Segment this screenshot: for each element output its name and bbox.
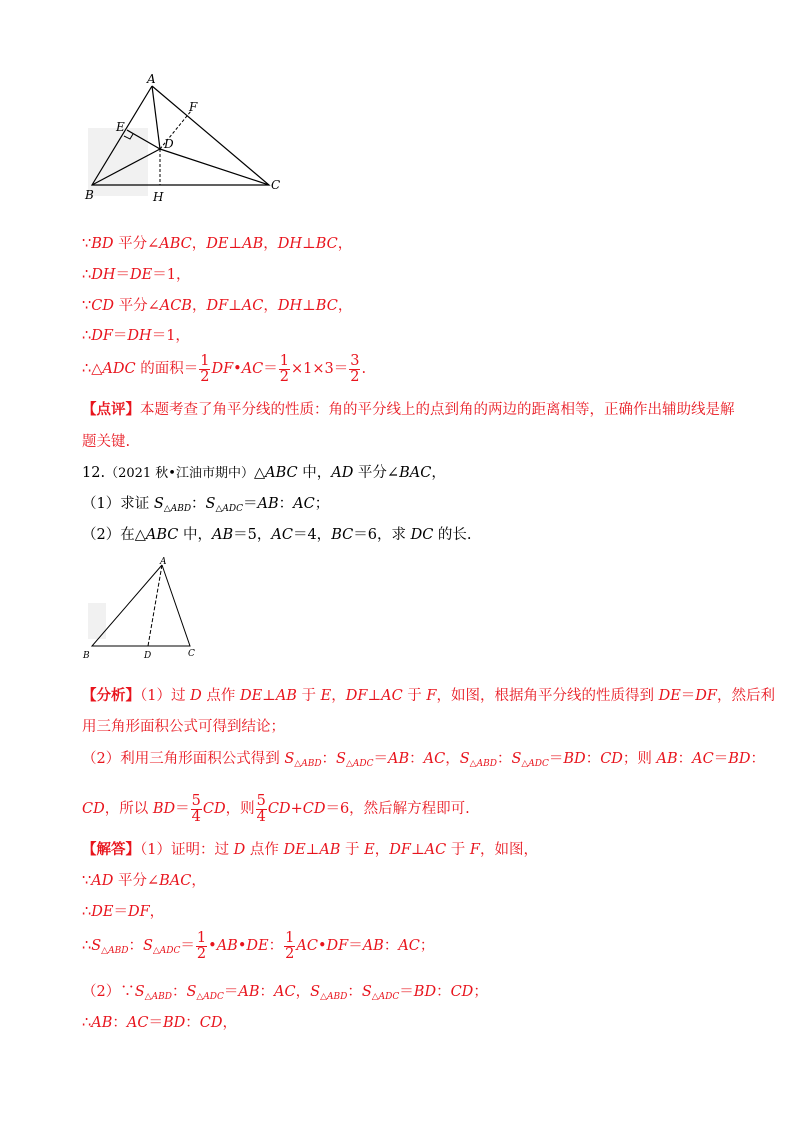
text: 的面积＝ — [135, 361, 199, 377]
tri-adc: ADC — [102, 361, 136, 377]
product: ×1×3＝ — [291, 361, 349, 377]
seg-de: DE — [658, 688, 681, 704]
subscript-abd: △ABD — [163, 504, 192, 514]
area-symbol: S — [134, 984, 145, 1000]
text: 中， — [297, 465, 332, 481]
period: . — [361, 361, 367, 377]
seg-ac: AC — [296, 938, 318, 954]
text: ＝6，然后解方程即可. — [325, 801, 470, 817]
seg-bd: BD — [728, 751, 751, 767]
seg-cd: CD — [267, 801, 291, 817]
dot: • — [233, 361, 242, 377]
seg-dh: DH — [127, 328, 152, 344]
problem-12-part-1 — [82, 494, 329, 519]
problem-12-stem — [82, 463, 446, 484]
colon: ： — [409, 751, 424, 767]
comma: ， — [337, 298, 353, 314]
seg-ac: AC — [274, 984, 296, 1000]
perp: ⊥ — [228, 236, 243, 252]
subscript-abd: △ABD — [294, 759, 322, 769]
equals: ＝ — [175, 801, 190, 817]
seg-ac: AC — [241, 298, 264, 314]
text: （1）过 — [140, 688, 191, 704]
triangle-symbol: △ — [253, 465, 266, 481]
equals: ＝ — [115, 267, 131, 283]
semicolon: ； — [419, 938, 435, 954]
denominator: 2 — [200, 368, 210, 385]
text: 于 — [402, 688, 427, 704]
colon: ： — [259, 984, 275, 1000]
seg-ac: AC — [423, 751, 446, 767]
seg-cd: CD — [600, 751, 623, 767]
fraction-three-halves — [349, 354, 360, 385]
subscript-abd: △ABD — [144, 992, 172, 1002]
seg-ab: AB — [91, 1015, 113, 1031]
seg-de: DE — [283, 842, 306, 858]
answer-line-2 — [82, 871, 206, 891]
comment-line-2 — [82, 432, 130, 452]
fraction-one-half-2 — [284, 931, 295, 962]
seg-ab: AB — [238, 984, 260, 1000]
text: ，然后利 — [716, 688, 775, 704]
seg-df: DF — [211, 361, 234, 377]
seg-bd: BD — [152, 801, 176, 817]
seg-ab: AB — [388, 751, 410, 767]
angle-abc: ABC — [159, 236, 192, 252]
seg-cd: CD — [302, 801, 326, 817]
area-symbol: S — [310, 984, 321, 1000]
colon: ： — [185, 1015, 200, 1031]
seg-ad: AD — [91, 873, 114, 889]
therefore-symbol: ∴ — [82, 1015, 92, 1031]
seg-ab: AB — [275, 688, 297, 704]
seg-cd: CD — [199, 1015, 223, 1031]
fig1-label-A: A — [147, 72, 156, 86]
seg-de: DE — [91, 904, 114, 920]
area-symbol: S — [142, 938, 153, 954]
seg-df: DF — [326, 938, 349, 954]
point-d: D — [233, 842, 246, 858]
because-symbol: ∵ — [82, 873, 92, 889]
analysis-line-3 — [82, 749, 765, 774]
seg-ac: AC — [293, 496, 315, 512]
area-symbol: S — [284, 751, 295, 767]
text: 于 — [340, 842, 365, 858]
fig2-label-C: C — [188, 649, 195, 659]
answer-line-4 — [82, 929, 434, 968]
fraction-five-fourths — [191, 794, 202, 825]
seg-ac: AC — [271, 527, 293, 543]
seg-df: DF — [345, 688, 368, 704]
therefore-symbol: ∴ — [82, 938, 92, 954]
seg-bd: BD — [162, 1015, 186, 1031]
analysis-tag: 【分析】 — [82, 687, 140, 704]
value: ＝1， — [151, 328, 190, 344]
denominator: 4 — [191, 808, 201, 825]
colon: ： — [677, 751, 693, 767]
denominator: 2 — [285, 945, 295, 962]
perp: ⊥ — [367, 688, 382, 704]
seg-de: DE — [246, 938, 269, 954]
numerator: 1 — [200, 352, 210, 369]
angle-bac: BAC — [399, 465, 432, 481]
perp: ⊥ — [410, 842, 425, 858]
colon: ： — [191, 496, 206, 512]
colon: ： — [321, 751, 337, 767]
numerator: 3 — [350, 352, 360, 369]
area-symbol: S — [361, 984, 372, 1000]
area-symbol: S — [336, 751, 346, 767]
seg-bc: BC — [331, 527, 354, 543]
text: 用三角形面积公式可得到结论； — [82, 719, 285, 735]
text: 的长. — [433, 527, 472, 543]
because-symbol: ∵ — [82, 298, 92, 314]
perp: ⊥ — [228, 298, 242, 314]
figure-1-triangle — [80, 68, 290, 208]
analysis-line-1 — [82, 686, 775, 706]
seg-dh: DH — [91, 267, 116, 283]
colon: ： — [585, 751, 601, 767]
colon: ： — [383, 938, 399, 954]
fig2-label-D: D — [144, 651, 152, 661]
value: ＝1， — [152, 267, 191, 283]
problem-number: 12. — [82, 465, 106, 481]
seg-ac: AC — [126, 1015, 149, 1031]
equals: ＝ — [148, 1015, 163, 1031]
seg-ac: AC — [692, 751, 714, 767]
comma: ， — [374, 842, 390, 858]
value: ＝6，求 — [353, 527, 411, 543]
perp: ⊥ — [302, 298, 316, 314]
text: 于 — [296, 688, 321, 704]
text: ，如图， — [479, 842, 538, 858]
seg-bd: BD — [563, 751, 586, 767]
seg-de: DE — [206, 236, 229, 252]
angle-acb: ACB — [159, 298, 192, 314]
comma: ， — [191, 298, 207, 314]
denominator: 4 — [256, 808, 266, 825]
point-e: E — [320, 688, 332, 704]
colon: ： — [278, 496, 294, 512]
seg-dh: DH — [277, 236, 303, 252]
text: 平分∠ — [353, 465, 400, 481]
seg-cd: CD — [91, 298, 114, 314]
seg-df: DF — [695, 688, 717, 704]
colon: ： — [268, 938, 284, 954]
therefore-symbol: ∴ — [82, 904, 92, 920]
solution-line-5 — [82, 352, 366, 386]
comma: ， — [431, 465, 446, 481]
analysis-line-4 — [82, 792, 470, 826]
comment-text-1: 本题考查了角平分线的性质：角的平分线上的点到角的两边的距离相等，正确作出辅助线是解 — [140, 402, 735, 418]
seg-bd: BD — [413, 984, 437, 1000]
therefore-symbol: ∴ — [82, 361, 92, 377]
comma: ， — [149, 904, 165, 920]
point-f: F — [426, 688, 437, 704]
value: ＝5， — [233, 527, 272, 543]
fig1-label-E: E — [116, 120, 125, 134]
equals: ＝ — [373, 751, 389, 767]
comma: ， — [222, 1015, 237, 1031]
text: （1）求证 — [82, 496, 154, 512]
seg-ac: AC — [381, 688, 403, 704]
seg-bc: BC — [315, 298, 338, 314]
perp: ⊥ — [302, 236, 316, 252]
seg-bd: BD — [91, 236, 114, 252]
seg-ab: AB — [216, 938, 238, 954]
equals: ＝ — [180, 938, 195, 954]
area-symbol: S — [91, 938, 102, 954]
figure-2-triangle — [80, 555, 220, 665]
dot: • — [237, 938, 247, 954]
seg-cd: CD — [450, 984, 474, 1000]
colon: ： — [750, 751, 766, 767]
subscript-adc: △ADC — [345, 759, 374, 769]
fig1-label-C: C — [271, 178, 281, 192]
comment-tag: 【点评】 — [82, 401, 140, 418]
fig2-label-A: A — [160, 557, 167, 567]
seg-de: DE — [239, 688, 263, 704]
comment-line-1 — [82, 400, 735, 420]
seg-ab: AB — [319, 842, 341, 858]
denominator: 2 — [279, 368, 289, 385]
comma: ， — [331, 688, 346, 704]
subscript-abd: △ABD — [320, 992, 348, 1002]
fraction-one-half — [196, 931, 207, 962]
perp: ⊥ — [262, 688, 276, 704]
text: 平分∠ — [113, 298, 160, 314]
triangle-symbol: △ — [91, 361, 103, 377]
seg-df: DF — [389, 842, 411, 858]
therefore-symbol: ∴ — [82, 267, 92, 283]
colon: ： — [171, 984, 187, 1000]
colon: ： — [128, 938, 143, 954]
seg-ac: AC — [398, 938, 420, 954]
seg-ab: AB — [362, 938, 384, 954]
equals: ＝ — [112, 328, 128, 344]
seg-df: DF — [91, 328, 113, 344]
solution-line-4 — [82, 326, 190, 346]
point-e: E — [364, 842, 375, 858]
numerator: 1 — [285, 929, 295, 946]
analysis-line-2 — [82, 717, 285, 737]
dot: • — [317, 938, 327, 954]
text: 中， — [178, 527, 212, 543]
denominator: 2 — [196, 945, 207, 962]
tri-abc: ABC — [145, 527, 179, 543]
fig1-label-F: F — [189, 100, 198, 114]
point-f: F — [469, 842, 480, 858]
subscript-adc: △ADC — [215, 504, 244, 514]
value: ＝4， — [292, 527, 332, 543]
area-symbol: S — [459, 751, 470, 767]
text: 点作 — [201, 688, 240, 704]
text: 平分∠ — [113, 873, 160, 889]
perp: ⊥ — [305, 842, 320, 858]
seg-ab: AB — [656, 751, 678, 767]
equals: ＝ — [399, 984, 414, 1000]
seg-ab: AB — [212, 527, 234, 543]
fraction-one-half — [199, 354, 210, 385]
numerator: 5 — [256, 792, 266, 809]
text: ，则 — [225, 801, 255, 817]
text: 于 — [446, 842, 470, 858]
answer-line-1 — [82, 840, 538, 860]
problem-12-part-2 — [82, 525, 472, 545]
seg-de: DE — [130, 267, 153, 283]
fraction-one-half-2 — [279, 354, 290, 385]
numerator: 1 — [279, 352, 289, 369]
colon: ： — [436, 984, 451, 1000]
comma: ， — [191, 236, 207, 252]
denominator: 2 — [350, 368, 360, 385]
seg-cd: CD — [82, 801, 105, 817]
because-symbol: ∵ — [82, 236, 92, 252]
semicolon: ； — [314, 496, 330, 512]
seg-df: DF — [206, 298, 229, 314]
seg-df: DF — [127, 904, 150, 920]
area-symbol: S — [186, 984, 197, 1000]
equals: ＝ — [348, 938, 363, 954]
fig2-label-B: B — [83, 651, 90, 661]
semicolon: ； — [473, 984, 488, 1000]
comma: ， — [263, 236, 278, 252]
dot: • — [208, 938, 217, 954]
angle-bac: BAC — [159, 873, 192, 889]
area-symbol: S — [205, 496, 216, 512]
therefore-symbol: ∴ — [82, 328, 92, 344]
colon: ： — [112, 1015, 127, 1031]
equals: ＝ — [680, 688, 696, 704]
seg-ab: AB — [242, 236, 264, 252]
comment-text-2: 题关键. — [82, 434, 131, 450]
equals: ＝ — [243, 496, 258, 512]
text: ，如图，根据角平分线的性质得到 — [436, 688, 659, 704]
solution-line-2 — [82, 265, 190, 285]
equals: ＝ — [113, 904, 128, 920]
text: （2）利用三角形面积公式得到 — [82, 751, 285, 767]
seg-ac: AC — [241, 361, 264, 377]
comma: ， — [263, 298, 278, 314]
colon: ： — [496, 751, 512, 767]
colon: ： — [347, 984, 362, 1000]
text: 点作 — [245, 842, 284, 858]
equals: ＝ — [263, 361, 278, 377]
comma: ， — [445, 751, 460, 767]
answer-line-6 — [82, 1013, 237, 1033]
comma: ， — [295, 984, 311, 1000]
answer-line-3 — [82, 902, 164, 922]
seg-dc: DC — [410, 527, 434, 543]
seg-ac: AC — [424, 842, 447, 858]
equals: ＝ — [713, 751, 729, 767]
text: （2）在△ — [82, 527, 146, 543]
equals: ＝ — [548, 751, 564, 767]
subscript-abd: △ABD — [469, 759, 497, 769]
subscript-adc: △ADC — [521, 759, 549, 769]
equals: ＝ — [223, 984, 239, 1000]
fig1-label-D: D — [164, 137, 174, 151]
text: （1）证明：过 — [140, 842, 234, 858]
point-d: D — [190, 688, 202, 704]
problem-source: （2021 秋•江油市期中） — [105, 466, 254, 481]
seg-ad: AD — [331, 465, 354, 481]
answer-line-5 — [82, 982, 488, 1007]
numerator: 1 — [196, 929, 207, 946]
plus: + — [290, 801, 303, 817]
text: ；则 — [622, 751, 657, 767]
fig1-label-B: B — [85, 188, 94, 202]
text: （2）∵ — [82, 984, 135, 1000]
seg-bc: BC — [315, 236, 338, 252]
seg-cd: CD — [202, 801, 226, 817]
solution-line-1 — [82, 234, 352, 254]
subscript-abd: △ABD — [101, 946, 129, 956]
subscript-adc: △ADC — [152, 946, 181, 956]
subscript-adc: △ADC — [196, 992, 224, 1002]
seg-dh: DH — [277, 298, 303, 314]
subscript-adc: △ADC — [371, 992, 400, 1002]
area-symbol: S — [153, 496, 164, 512]
comma: ， — [337, 236, 353, 252]
comma: ， — [191, 873, 206, 889]
answer-tag: 【解答】 — [82, 841, 140, 858]
seg-ab: AB — [257, 496, 279, 512]
tri-abc: ABC — [265, 465, 298, 481]
solution-line-3 — [82, 296, 352, 316]
numerator: 5 — [191, 792, 201, 809]
fraction-five-fourths-2 — [256, 794, 267, 825]
area-symbol: S — [511, 751, 522, 767]
text: ，所以 — [104, 801, 153, 817]
fig1-label-H: H — [153, 190, 164, 204]
text: 平分∠ — [113, 236, 160, 252]
